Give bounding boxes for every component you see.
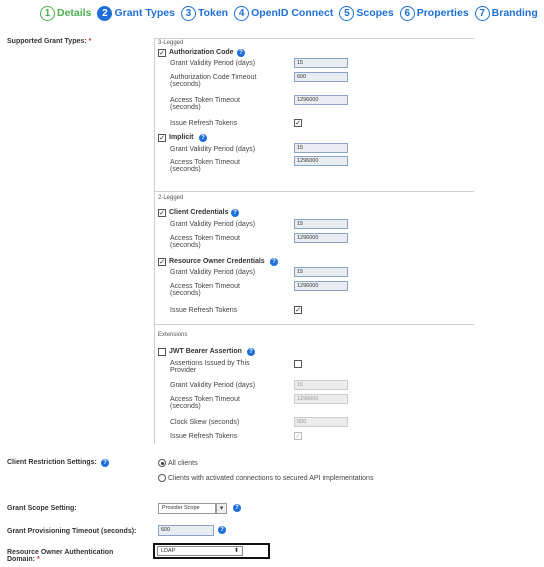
auth-code-access-timeout-label — [170, 97, 240, 111]
jwt-validity-label: Grant Validity Period (days) — [170, 382, 256, 389]
label-text: Supported Grant Types: — [7, 38, 87, 45]
step-label: Branding — [491, 7, 538, 19]
select-arrows-icon: ⬍ — [233, 548, 239, 554]
resource-owner-access-timeout-input[interactable]: 1296000 — [294, 281, 348, 291]
resource-owner-credentials-checkbox[interactable]: ✓ — [159, 259, 165, 266]
select-value: LDAP — [161, 548, 176, 554]
step-token[interactable] — [181, 6, 228, 21]
resource-owner-access-timeout-label — [170, 283, 240, 297]
step-label: Grant Types — [114, 7, 175, 19]
auth-code-access-timeout-input[interactable]: 1296000 — [294, 95, 348, 105]
auth-code-validity-label: Grant Validity Period (days) — [170, 60, 256, 67]
help-icon[interactable]: ? — [101, 459, 109, 467]
step-number-icon: 1 — [40, 6, 55, 21]
label-line: (seconds) — [170, 403, 201, 410]
label-line: Provider — [170, 367, 197, 374]
step-details[interactable] — [40, 6, 91, 21]
step-label: Details — [57, 7, 92, 19]
client-credentials-label: Client Credentials — [169, 209, 229, 216]
jwt-refresh-checkbox[interactable]: ✓ — [295, 433, 301, 440]
step-number-icon: 4 — [234, 6, 249, 21]
implicit-validity-input[interactable]: 15 — [294, 143, 348, 153]
implicit-label: Implicit — [169, 134, 194, 141]
radio-dot — [161, 462, 164, 465]
help-icon[interactable]: ? — [233, 504, 241, 512]
label-line: Domain: — [7, 556, 35, 563]
step-grant-types[interactable] — [97, 6, 175, 21]
supported-grant-types-label — [7, 38, 91, 45]
jwt-clock-skew-input[interactable]: 600 — [294, 417, 348, 427]
activated-clients-radio[interactable] — [158, 474, 166, 482]
help-icon[interactable]: ? — [247, 348, 255, 356]
resource-owner-credentials-label: Resource Owner Credentials — [169, 258, 265, 265]
auth-code-refresh-label: Issue Refresh Tokens — [170, 120, 238, 127]
jwt-bearer-checkbox[interactable] — [158, 348, 166, 356]
label-line: Access Token Timeout — [170, 235, 240, 242]
grant-scope-dropdown-button[interactable]: ▾ — [216, 503, 227, 514]
resource-owner-validity-input[interactable]: 15 — [294, 267, 348, 277]
provisioning-timeout-input[interactable]: 600 — [158, 525, 214, 536]
required-mark: * — [36, 556, 40, 563]
required-mark: * — [88, 38, 92, 45]
step-label: Token — [197, 7, 229, 19]
help-icon[interactable]: ? — [218, 526, 226, 534]
client-credentials-validity-label: Grant Validity Period (days) — [170, 221, 256, 228]
label-line: Resource Owner Authentication — [7, 549, 114, 556]
jwt-refresh-label: Issue Refresh Tokens — [170, 433, 238, 440]
client-restriction-label: Client Restriction Settings: — [7, 459, 97, 466]
label-line: Access Token Timeout — [170, 283, 240, 290]
activated-clients-label: Clients with activated connections to secured API implementations — [168, 475, 374, 482]
implicit-access-timeout-input[interactable]: 1296000 — [294, 156, 348, 166]
provisioning-timeout-label: Grant Provisioning Timeout (seconds): — [7, 528, 137, 535]
auth-code-validity-input[interactable]: 15 — [294, 58, 348, 68]
resource-owner-validity-label: Grant Validity Period (days) — [170, 269, 256, 276]
step-number-icon: 7 — [475, 6, 490, 21]
client-credentials-checkbox[interactable]: ✓ — [159, 210, 165, 217]
step-number-icon: 2 — [97, 6, 112, 21]
help-icon[interactable]: ? — [270, 258, 278, 266]
step-number-icon: 6 — [400, 6, 415, 21]
label-line: Access Token Timeout — [170, 159, 240, 166]
label-line: (seconds) — [170, 242, 201, 249]
label-line: (seconds) — [170, 290, 201, 297]
section-divider — [154, 324, 474, 325]
jwt-validity-input[interactable]: 15 — [294, 380, 348, 390]
resource-owner-refresh-checkbox[interactable]: ✓ — [295, 307, 301, 314]
client-credentials-validity-input[interactable]: 15 — [294, 219, 348, 229]
jwt-access-timeout-label — [170, 396, 240, 410]
help-icon[interactable]: ? — [231, 209, 239, 217]
panel-left-border — [154, 38, 155, 444]
label-line: (seconds) — [170, 104, 201, 111]
step-number-icon: 5 — [339, 6, 354, 21]
resource-owner-refresh-label: Issue Refresh Tokens — [170, 307, 238, 314]
all-clients-radio[interactable] — [158, 459, 166, 467]
implicit-checkbox[interactable]: ✓ — [159, 135, 165, 142]
jwt-issued-checkbox[interactable] — [294, 360, 302, 368]
grant-scope-select[interactable]: Provider Scope — [158, 503, 216, 514]
step-scopes[interactable] — [339, 6, 393, 21]
auth-code-refresh-checkbox[interactable]: ✓ — [295, 120, 301, 127]
step-label: OpenID Connect — [251, 7, 334, 19]
step-branding[interactable] — [475, 6, 538, 21]
jwt-access-timeout-input[interactable]: 1296000 — [294, 394, 348, 404]
implicit-access-timeout-label — [170, 159, 240, 173]
step-properties[interactable] — [400, 6, 469, 21]
label-line: Access Token Timeout — [170, 396, 240, 403]
authorization-code-checkbox[interactable]: ✓ — [159, 50, 165, 57]
help-icon[interactable]: ? — [237, 49, 245, 57]
client-credentials-access-timeout-input[interactable]: 1296000 — [294, 233, 348, 243]
two-legged-heading: 2-Legged — [158, 195, 184, 201]
step-openid-connect[interactable] — [234, 6, 333, 21]
resource-owner-auth-domain-label — [7, 549, 113, 563]
label-line: (seconds) — [170, 166, 201, 173]
extensions-heading: Extensions — [158, 332, 188, 338]
three-legged-heading: 3-Legged — [158, 40, 184, 46]
help-icon[interactable]: ? — [199, 134, 207, 142]
implicit-validity-label: Grant Validity Period (days) — [170, 146, 256, 153]
resource-owner-auth-domain-select[interactable] — [157, 546, 243, 556]
step-label: Scopes — [356, 7, 394, 19]
section-divider — [154, 191, 474, 192]
label-line: Access Token Timeout — [170, 97, 240, 104]
grant-scope-label: Grant Scope Setting: — [7, 505, 77, 512]
client-credentials-access-timeout-label — [170, 235, 240, 249]
authorization-code-label: Authorization Code — [169, 49, 234, 56]
jwt-bearer-label: JWT Bearer Assertion — [169, 348, 242, 355]
label-line: (seconds) — [170, 81, 201, 88]
step-number-icon: 3 — [181, 6, 196, 21]
jwt-issued-label — [170, 360, 250, 374]
auth-code-timeout-input[interactable]: 600 — [294, 72, 348, 82]
label-line: Assertions Issued by This — [170, 360, 250, 367]
all-clients-label: All clients — [168, 460, 198, 467]
panel-top-border — [154, 38, 474, 39]
auth-code-timeout-label — [170, 74, 256, 88]
wizard-steps — [40, 4, 544, 22]
step-label: Properties — [416, 7, 469, 19]
label-line: Authorization Code Timeout — [170, 74, 257, 81]
jwt-clock-skew-label: Clock Skew (seconds) — [170, 419, 240, 426]
